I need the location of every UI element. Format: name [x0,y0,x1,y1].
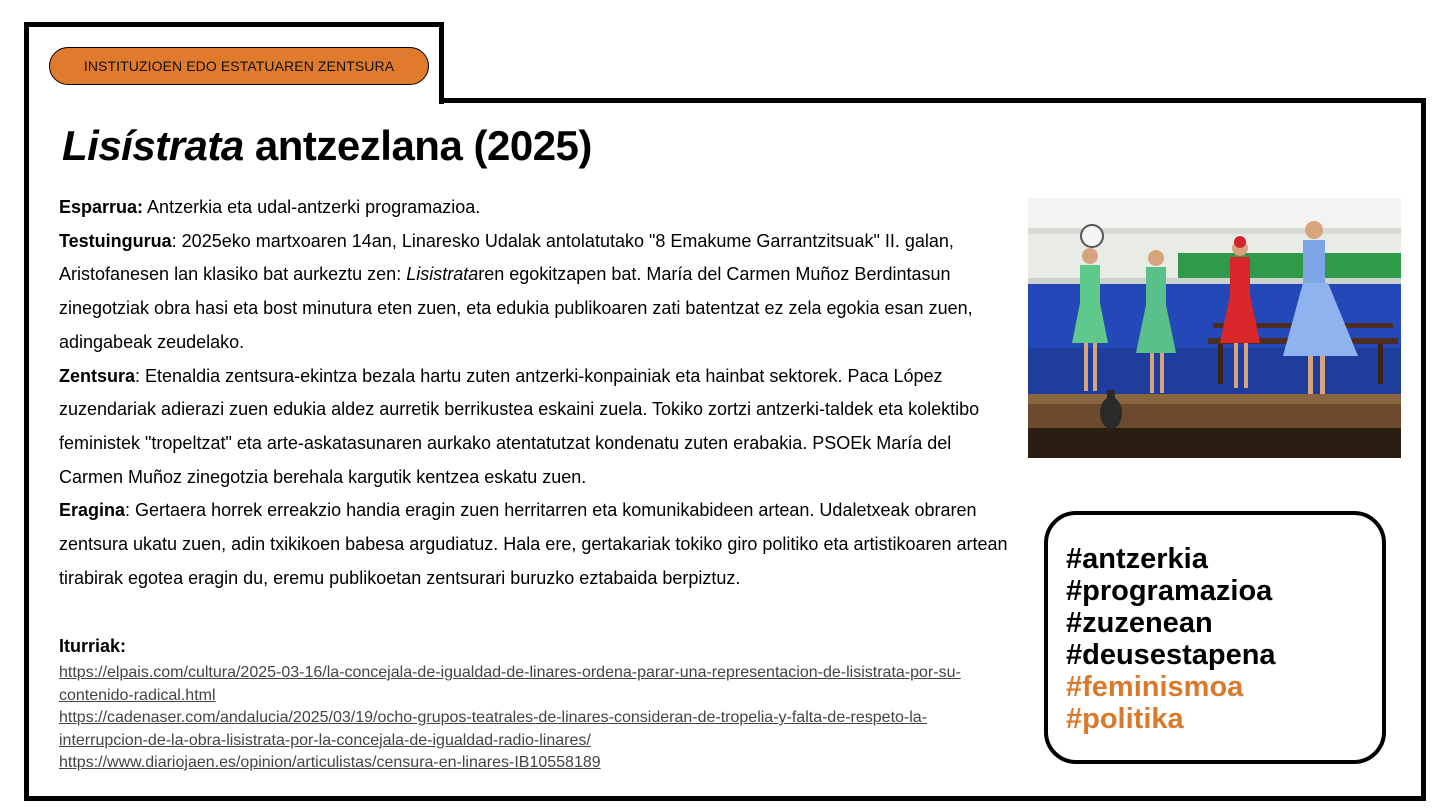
title-rest: antzezlana (2025) [243,122,592,169]
hashtag: #deusestapena [1066,639,1276,671]
source-link[interactable]: https://elpais.com/cultura/2025-03-16/la-concejala-de-igualdad-de-linares-ordena-parar-una-representacion-de-lisistrata-por-su-contenido-radical.html [59,664,961,704]
esparrua-text: Antzerkia eta udal-antzerki programazioa. [143,197,481,217]
testuingurua-label: Testuingurua [59,230,172,251]
hashtag: #politika [1066,703,1184,735]
page-title [62,122,592,170]
hashtag-list [1048,515,1382,735]
eragina-text: : Gertaera horrek erreakzio handia eragin zuen herritarren eta komunikabideen artean. Udaletxeak obraren zentsura ukatu zuen, adin txikikoen babesa argudiatuz. Hala ere, gertakariak tokiko giro politiko eta artistikoaren artean tirabirak egotea eragin du, eremu publikoetan zentsurari buruzko eztabaida berpiztuz. [59,500,1008,588]
eragina-label: Eragina [59,500,126,521]
testuingurua-italic: Lisistrata [406,264,479,285]
sources-list [59,662,1009,775]
section-eragina [59,494,1009,595]
sources-title: Iturriak: [59,636,127,656]
section-zentsura [59,360,1009,495]
stage-photo [1028,198,1401,458]
category-tab [24,22,444,104]
article-body [59,191,1009,595]
category-label: INSTITUZIOEN EDO ESTATUAREN ZENTSURA [49,47,429,85]
section-esparrua [59,191,1009,225]
hashtag: #zuzenean [1066,607,1213,639]
source-link[interactable]: https://cadenaser.com/andalucia/2025/03/19/ocho-grupos-teatrales-de-linares-consideran-de-tropelia-y-falta-de-respeto-la-interrupcion-de-la-obra-lisistrata-por-la-concejala-de-igualdad-radio-linares/ [59,709,928,749]
hashtag: #feminismoa [1066,671,1244,703]
hashtag-box [1044,511,1386,764]
zentsura-text: : Etenaldia zentsura-ekintza bezala hartu zuten antzerki-konpainiak eta hainbat sektorek. Paca López zuzendariak adierazi zuen edukia aldez aurretik berrikustea eskaini zuela. Tokiko zortzi antzerki-taldek eta kolektibo feministek "tropeltzat" eta arte-askatasunaren aurkako atentatutzat kondenatu zuten erabakia. PSOEk María del Carmen Muñoz zinegotzia berehala kargutik kentzea eskatu zuen. [59,365,980,487]
testuingurua-text-a: : 2025eko martxoaren 14an, Linaresko Udalak antolatutako "8 Emakume Garrantzitsuak" II. galan, Aristofanesen lan klasiko bat aurkeztu zen: [59,230,954,285]
esparrua-label: Esparrua: [59,197,144,217]
testuingurua-text-b: ren egokitzapen bat. María del Carmen Muñoz Berdintasun zinegotziak obra hasi eta bost minutura eten zuen, eta edukia publikoaren zati batentzat ez zela egokia esan zuen, adingabeak zeudelako. [59,264,973,352]
hashtag: #programazioa [1066,575,1273,607]
section-testuingurua [59,225,1009,360]
hashtag: #antzerkia [1066,543,1208,575]
source-link[interactable]: https://www.diariojaen.es/opinion/articulistas/censura-en-linares-IB10558189 [59,754,601,771]
zentsura-label: Zentsura [59,365,136,386]
title-italic: Lisístrata [62,122,244,169]
